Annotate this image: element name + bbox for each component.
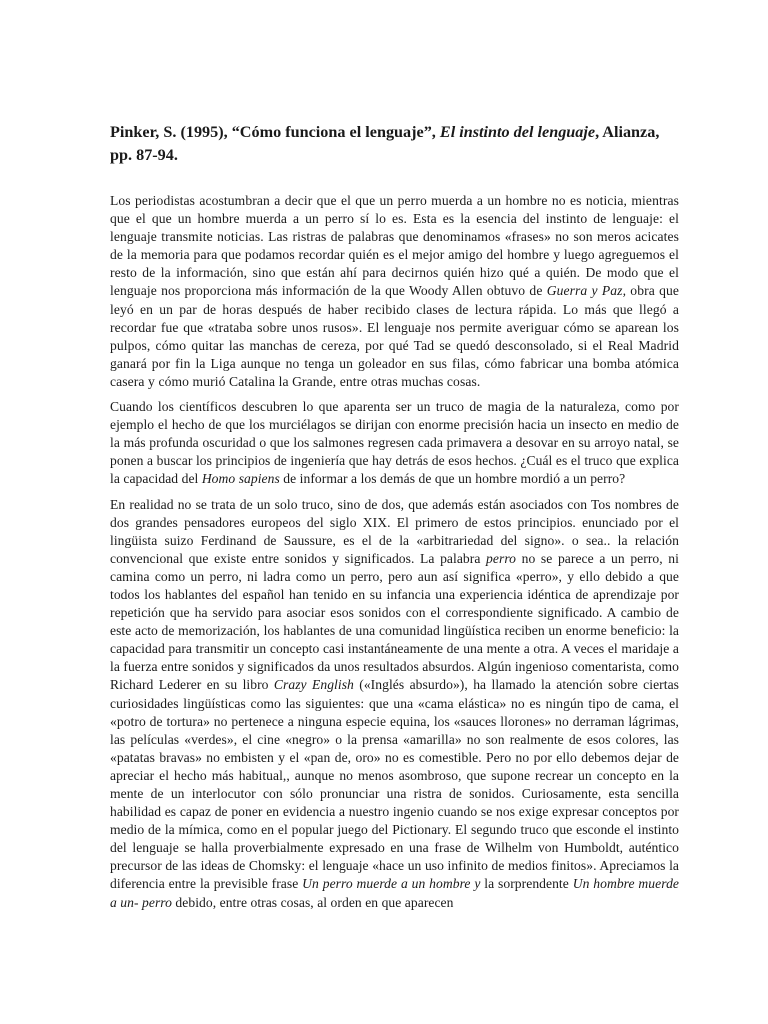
paragraph-text: la sorprendente [480, 876, 573, 892]
italic-title-text: Guerra y Paz, [546, 283, 627, 299]
italic-title-text: Crazy English [273, 677, 354, 693]
body-text [110, 192, 679, 919]
paragraph-text: debido, entre otras cosas, al orden en que aparecen [171, 894, 454, 910]
paragraph-text: («Inglés absurdo»), ha llamado la atención sobre ciertas curiosidades lingüísticas como las siguientes: que una «cama elástica» no es ningún tipo de cama, el «potro de tortura» no pertenece a ninguna especie equina, los «sauces llorones» no derraman lágrimas, las películas «verdes», el cine «negro» o la prensa «amarilla» no son realmente de esos colores, las «patatas bravas» no embisten y el «pan de, oro» no es comestible. Pero no por ello debemos dejar de apreciar el hecho más habitual,, aunque no menos asombroso, que supone recrear un concepto en la mente de un interlocutor con sólo pronunciar una ristra de sonidos. Curiosamente, esta sencilla habilidad es capaz de poner en evidencia a nuestro ingenio cuando se nos exige expresar conceptos por medio de la mímica, como en el popular juego del Pictionary. El segundo truco que esconde el instinto del lenguaje se halla proverbialmente expresado en una frase de Wilhelm von Humboldt, auténtico precursor de las ideas de Chomsky: el lenguaje «hace un uso infinito de medios finitos». Apreciamos la diferencia entre la previsible frase [110, 677, 679, 892]
paragraph-text: no se parece a un perro, ni camina como un perro, ni ladra como un perro, pero aun así significa «perro», y ello debido a que todos los hablantes del español han tenido en su infancia una experiencia idéntica de aprendizaje por repetición que ha servido para asociar esos sonidos con el correspondiente significado. A cambio de este acto de memorización, los hablantes de una comunidad lingüística reciben un enorme beneficio: la capacidad para transmitir un concepto casi instantáneamente de una mente a otra. A veces el maridaje a la fuerza entre sonidos y significados da unos resultados absurdos. Algún ingenioso comentarista, como Richard Lederer en su libro [110, 550, 679, 693]
body-paragraph [110, 398, 679, 488]
body-paragraph [110, 192, 679, 391]
italic-title-text: perro [486, 550, 516, 566]
paragraph-text: obra que leyó en un par de horas después de haber recibido clases de lectura rápida. Lo más que llegó a recordar fue que «trataba sobre unos rusos». El lenguaje nos permite averiguar cómo se aparean los pulpos, cómo quitar las manchas de cereza, por qué Tad se quedó desconsolado, si el Real Madrid ganará por fin la Liga aunque no tenga un goleador en sus filas, cómo fabricar una bomba atómica casera y cómo murió Catalina la Grande, entre otras muchas cosas. [110, 283, 679, 389]
paragraph-text: Cuando los científicos descubren lo que aparenta ser un truco de magia de la naturaleza, como por ejemplo el hecho de que los murciélagos se dirijan con enorme precisión hacia un insecto en medio de la más profunda oscuridad o que los salmones regresen cada primavera a desovar en su arroyo natal, se ponen a buscar los principios de ingeniería que hay detrás de esos hechos. ¿Cuál es el truco que explica la capacidad del [110, 399, 679, 487]
citation-heading [110, 121, 679, 167]
italic-title-text: Homo sapiens [201, 471, 280, 487]
citation-authors-year: Pinker, S. (1995), “Cómo funciona el lenguaje”, [110, 123, 440, 141]
italic-title-text: Un perro muerde a un hombre y [302, 876, 481, 892]
paragraph-text: En realidad no se trata de un solo truco, sino de dos, que además están asociados con Tos nombres de dos grandes pensadores europeos del siglo XIX. El primero de estos principios. enunciado por el lingüista suizo Ferdinand de Saussure, es el de la «arbitrariedad del signo». o sea.. la relación convencional que existe entre sonidos y significados. La palabra [110, 496, 679, 566]
citation-publisher-pages: , Alianza, pp. 87-94. [110, 123, 660, 164]
body-paragraph [110, 496, 679, 912]
paragraph-text: de informar a los demás de que un hombre mordió a un perro? [279, 471, 626, 487]
citation-book-title: El instinto del lenguaje [439, 123, 596, 141]
paragraph-text: Los periodistas acostumbran a decir que el que un perro muerda a un hombre no es noticia, mientras que el que un hombre muerda a un perro sí lo es. Esta es la esencia del instinto de lenguaje: el lenguaje transmite noticias. Las ristras de palabras que denominamos «frases» no son meros acicates de la memoria para que podamos recordar quién es el mejor amigo del hombre y luego agreguemos el resto de la información, sino que están ahí para decirnos quién hizo qué a quién. De modo que el lenguaje nos proporciona más información de la que Woody Allen obtuvo de [110, 193, 679, 299]
italic-title-text: Un hombre muerde a un- perro [110, 876, 680, 910]
